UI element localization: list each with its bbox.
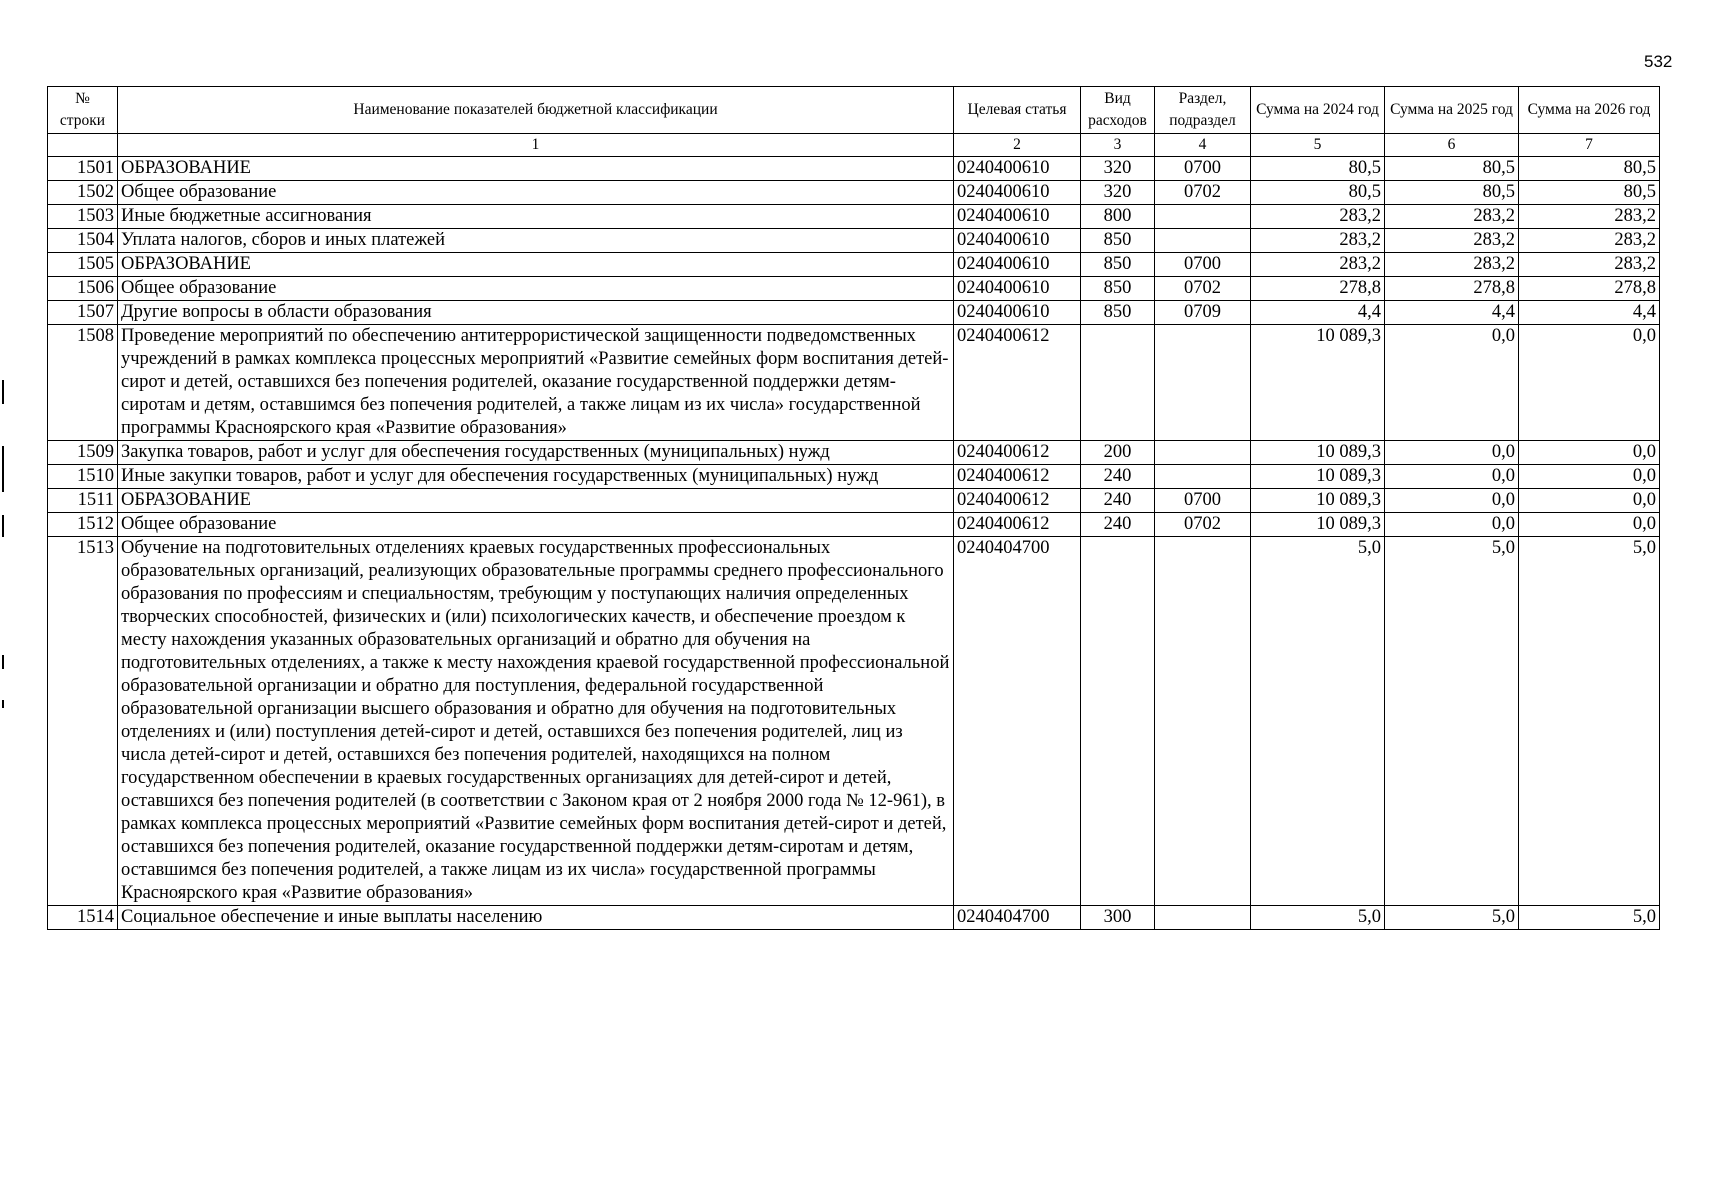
- cell-target-article: 0240404700: [954, 906, 1081, 930]
- cell-sum-2026: 283,2: [1519, 253, 1660, 277]
- cell-sum-2025: 0,0: [1385, 441, 1519, 465]
- table-row: [48, 325, 1660, 441]
- cell-indicator-name: Уплата налогов, сборов и иных платежей: [118, 229, 954, 253]
- cell-expense-type: 320: [1081, 157, 1155, 181]
- header-column-number: 6: [1385, 134, 1519, 157]
- header-row-number: № строки: [48, 87, 118, 134]
- cell-sum-2024: 5,0: [1251, 537, 1385, 906]
- cell-indicator-name: ОБРАЗОВАНИЕ: [118, 157, 954, 181]
- header-column-number: 2: [954, 134, 1081, 157]
- cell-target-article: 0240400612: [954, 513, 1081, 537]
- budget-table: [47, 86, 1660, 930]
- table-row: [48, 181, 1660, 205]
- cell-expense-type: 240: [1081, 465, 1155, 489]
- cell-sum-2024: 4,4: [1251, 301, 1385, 325]
- table-row: [48, 537, 1660, 906]
- table-row: [48, 205, 1660, 229]
- margin-mark: [2, 446, 4, 492]
- cell-sum-2024: 278,8: [1251, 277, 1385, 301]
- header-number-blank: [48, 134, 118, 157]
- cell-sum-2026: 80,5: [1519, 181, 1660, 205]
- cell-target-article: 0240404700: [954, 537, 1081, 906]
- header-sum-2026: Сумма на 2026 год: [1519, 87, 1660, 134]
- cell-sum-2025: 283,2: [1385, 229, 1519, 253]
- table-row: [48, 277, 1660, 301]
- cell-sum-2026: 283,2: [1519, 229, 1660, 253]
- header-section: Раздел, подраздел: [1155, 87, 1251, 134]
- cell-expense-type: 850: [1081, 229, 1155, 253]
- cell-indicator-name: ОБРАЗОВАНИЕ: [118, 489, 954, 513]
- cell-section: [1155, 229, 1251, 253]
- cell-sum-2025: 278,8: [1385, 277, 1519, 301]
- table-row: [48, 513, 1660, 537]
- cell-indicator-name: Другие вопросы в области образования: [118, 301, 954, 325]
- cell-row-number: 1506: [48, 277, 118, 301]
- cell-row-number: 1510: [48, 465, 118, 489]
- margin-mark: [2, 655, 4, 669]
- cell-target-article: 0240400610: [954, 181, 1081, 205]
- cell-expense-type: 240: [1081, 513, 1155, 537]
- cell-section: [1155, 906, 1251, 930]
- cell-sum-2024: 283,2: [1251, 205, 1385, 229]
- table-header: [48, 87, 1660, 157]
- cell-target-article: 0240400612: [954, 325, 1081, 441]
- cell-expense-type: 850: [1081, 301, 1155, 325]
- table-row: [48, 441, 1660, 465]
- cell-sum-2026: 5,0: [1519, 537, 1660, 906]
- header-sum-2025: Сумма на 2025 год: [1385, 87, 1519, 134]
- cell-sum-2024: 10 089,3: [1251, 325, 1385, 441]
- cell-sum-2026: 4,4: [1519, 301, 1660, 325]
- cell-indicator-name: Проведение мероприятий по обеспечению антитеррористической защищенности подведомственных учреждений в рамках комплекса процессных мероприятий «Развитие семейных форм воспитания детей-сирот и детей, оставшихся без попечения родителей, оказание государственной поддержки детям-сиротам и детям, оставшимся без попечения родителей, а также лицам из их числа» государственной программы Красноярского края «Развитие образования»: [118, 325, 954, 441]
- cell-expense-type: 200: [1081, 441, 1155, 465]
- table-body: [48, 157, 1660, 930]
- cell-row-number: 1502: [48, 181, 118, 205]
- header-column-number: 1: [118, 134, 954, 157]
- cell-section: [1155, 537, 1251, 906]
- cell-sum-2024: 80,5: [1251, 181, 1385, 205]
- cell-expense-type: 800: [1081, 205, 1155, 229]
- cell-sum-2025: 0,0: [1385, 465, 1519, 489]
- cell-sum-2025: 283,2: [1385, 205, 1519, 229]
- cell-sum-2024: 10 089,3: [1251, 489, 1385, 513]
- page-number: 532: [1644, 52, 1673, 71]
- header-indicator-name: Наименование показателей бюджетной классификации: [118, 87, 954, 134]
- cell-section: 0702: [1155, 181, 1251, 205]
- cell-section: 0702: [1155, 277, 1251, 301]
- cell-expense-type: 240: [1081, 489, 1155, 513]
- cell-sum-2024: 10 089,3: [1251, 465, 1385, 489]
- cell-target-article: 0240400610: [954, 277, 1081, 301]
- cell-sum-2026: 0,0: [1519, 441, 1660, 465]
- cell-expense-type: 850: [1081, 277, 1155, 301]
- cell-sum-2026: 80,5: [1519, 157, 1660, 181]
- margin-mark: [2, 380, 4, 404]
- cell-sum-2026: 0,0: [1519, 489, 1660, 513]
- cell-sum-2024: 10 089,3: [1251, 513, 1385, 537]
- cell-target-article: 0240400610: [954, 205, 1081, 229]
- cell-row-number: 1504: [48, 229, 118, 253]
- cell-section: 0700: [1155, 253, 1251, 277]
- cell-sum-2024: 283,2: [1251, 253, 1385, 277]
- cell-indicator-name: Обучение на подготовительных отделениях краевых государственных профессиональных образовательных организаций, реализующих образовательные программы среднего профессионального образования по профессиям и специальностям, требующим у поступающих наличия определенных творческих способностей, физических и (или) психологических качеств, и обеспечение проездом к месту нахождения указанных образовательных организаций и обратно для обучения на подготовительных отделениях, а также к месту нахождения краевой государственной профессиональной образовательной организации и обратно для поступления, федеральной государственной образовательной организации высшего образования и обратно для обучения на подготовительных отделениях и (или) поступления детей-сирот и детей, оставшихся без попечения родителей, лиц из числа детей-сирот и детей, оставшихся без попечения родителей, находящихся на полном государственном обеспечении в краевых государственных организациях для детей-сирот и детей, оставшихся без попечения родителей (в соответствии с Законом края от 2 ноября 2000 года № 12-961), в рамках комплекса процессных мероприятий «Развитие семейных форм воспитания детей-сирот и детей, оставшихся без попечения родителей, оказание государственной поддержки детям-сиротам и детям, оставшимся без попечения родителей, а также лицам из их числа» государственной программы Красноярского края «Развитие образования»: [118, 537, 954, 906]
- header-column-number: 3: [1081, 134, 1155, 157]
- header-column-number: 7: [1519, 134, 1660, 157]
- cell-section: 0709: [1155, 301, 1251, 325]
- cell-section: [1155, 325, 1251, 441]
- cell-sum-2026: 0,0: [1519, 465, 1660, 489]
- cell-sum-2025: 80,5: [1385, 181, 1519, 205]
- cell-row-number: 1505: [48, 253, 118, 277]
- table-row: [48, 253, 1660, 277]
- cell-indicator-name: Закупка товаров, работ и услуг для обеспечения государственных (муниципальных) нужд: [118, 441, 954, 465]
- cell-row-number: 1503: [48, 205, 118, 229]
- cell-sum-2026: 278,8: [1519, 277, 1660, 301]
- cell-indicator-name: Социальное обеспечение и иные выплаты населению: [118, 906, 954, 930]
- cell-row-number: 1509: [48, 441, 118, 465]
- cell-indicator-name: ОБРАЗОВАНИЕ: [118, 253, 954, 277]
- cell-row-number: 1507: [48, 301, 118, 325]
- cell-row-number: 1512: [48, 513, 118, 537]
- cell-sum-2024: 80,5: [1251, 157, 1385, 181]
- margin-mark: [2, 515, 4, 537]
- cell-indicator-name: Общее образование: [118, 513, 954, 537]
- cell-section: [1155, 441, 1251, 465]
- cell-sum-2025: 5,0: [1385, 906, 1519, 930]
- cell-sum-2024: 10 089,3: [1251, 441, 1385, 465]
- cell-indicator-name: Иные закупки товаров, работ и услуг для обеспечения государственных (муниципальных) нужд: [118, 465, 954, 489]
- cell-sum-2026: 0,0: [1519, 513, 1660, 537]
- cell-expense-type: [1081, 325, 1155, 441]
- cell-row-number: 1501: [48, 157, 118, 181]
- header-sum-2024: Сумма на 2024 год: [1251, 87, 1385, 134]
- table-row: [48, 489, 1660, 513]
- cell-target-article: 0240400610: [954, 301, 1081, 325]
- cell-target-article: 0240400612: [954, 489, 1081, 513]
- cell-sum-2024: 283,2: [1251, 229, 1385, 253]
- cell-target-article: 0240400612: [954, 465, 1081, 489]
- cell-sum-2025: 80,5: [1385, 157, 1519, 181]
- header-expense-type: Вид расходов: [1081, 87, 1155, 134]
- cell-section: 0700: [1155, 489, 1251, 513]
- cell-row-number: 1514: [48, 906, 118, 930]
- cell-sum-2025: 5,0: [1385, 537, 1519, 906]
- cell-sum-2024: 5,0: [1251, 906, 1385, 930]
- cell-indicator-name: Общее образование: [118, 277, 954, 301]
- cell-row-number: 1511: [48, 489, 118, 513]
- cell-expense-type: [1081, 537, 1155, 906]
- cell-row-number: 1508: [48, 325, 118, 441]
- cell-section: 0700: [1155, 157, 1251, 181]
- table-row: [48, 906, 1660, 930]
- cell-indicator-name: Общее образование: [118, 181, 954, 205]
- cell-section: 0702: [1155, 513, 1251, 537]
- cell-sum-2025: 0,0: [1385, 325, 1519, 441]
- cell-expense-type: 320: [1081, 181, 1155, 205]
- header-column-number: 5: [1251, 134, 1385, 157]
- cell-target-article: 0240400610: [954, 157, 1081, 181]
- cell-target-article: 0240400612: [954, 441, 1081, 465]
- cell-row-number: 1513: [48, 537, 118, 906]
- cell-sum-2025: 283,2: [1385, 253, 1519, 277]
- cell-sum-2025: 0,0: [1385, 513, 1519, 537]
- table-row: [48, 229, 1660, 253]
- cell-expense-type: 850: [1081, 253, 1155, 277]
- table-row: [48, 465, 1660, 489]
- margin-mark: [2, 700, 4, 708]
- cell-target-article: 0240400610: [954, 253, 1081, 277]
- cell-target-article: 0240400610: [954, 229, 1081, 253]
- table-row: [48, 301, 1660, 325]
- cell-sum-2026: 283,2: [1519, 205, 1660, 229]
- cell-section: [1155, 465, 1251, 489]
- header-column-number: 4: [1155, 134, 1251, 157]
- header-target-article: Целевая статья: [954, 87, 1081, 134]
- cell-indicator-name: Иные бюджетные ассигнования: [118, 205, 954, 229]
- table-row: [48, 157, 1660, 181]
- cell-expense-type: 300: [1081, 906, 1155, 930]
- cell-sum-2026: 0,0: [1519, 325, 1660, 441]
- cell-sum-2026: 5,0: [1519, 906, 1660, 930]
- cell-sum-2025: 0,0: [1385, 489, 1519, 513]
- cell-sum-2025: 4,4: [1385, 301, 1519, 325]
- cell-section: [1155, 205, 1251, 229]
